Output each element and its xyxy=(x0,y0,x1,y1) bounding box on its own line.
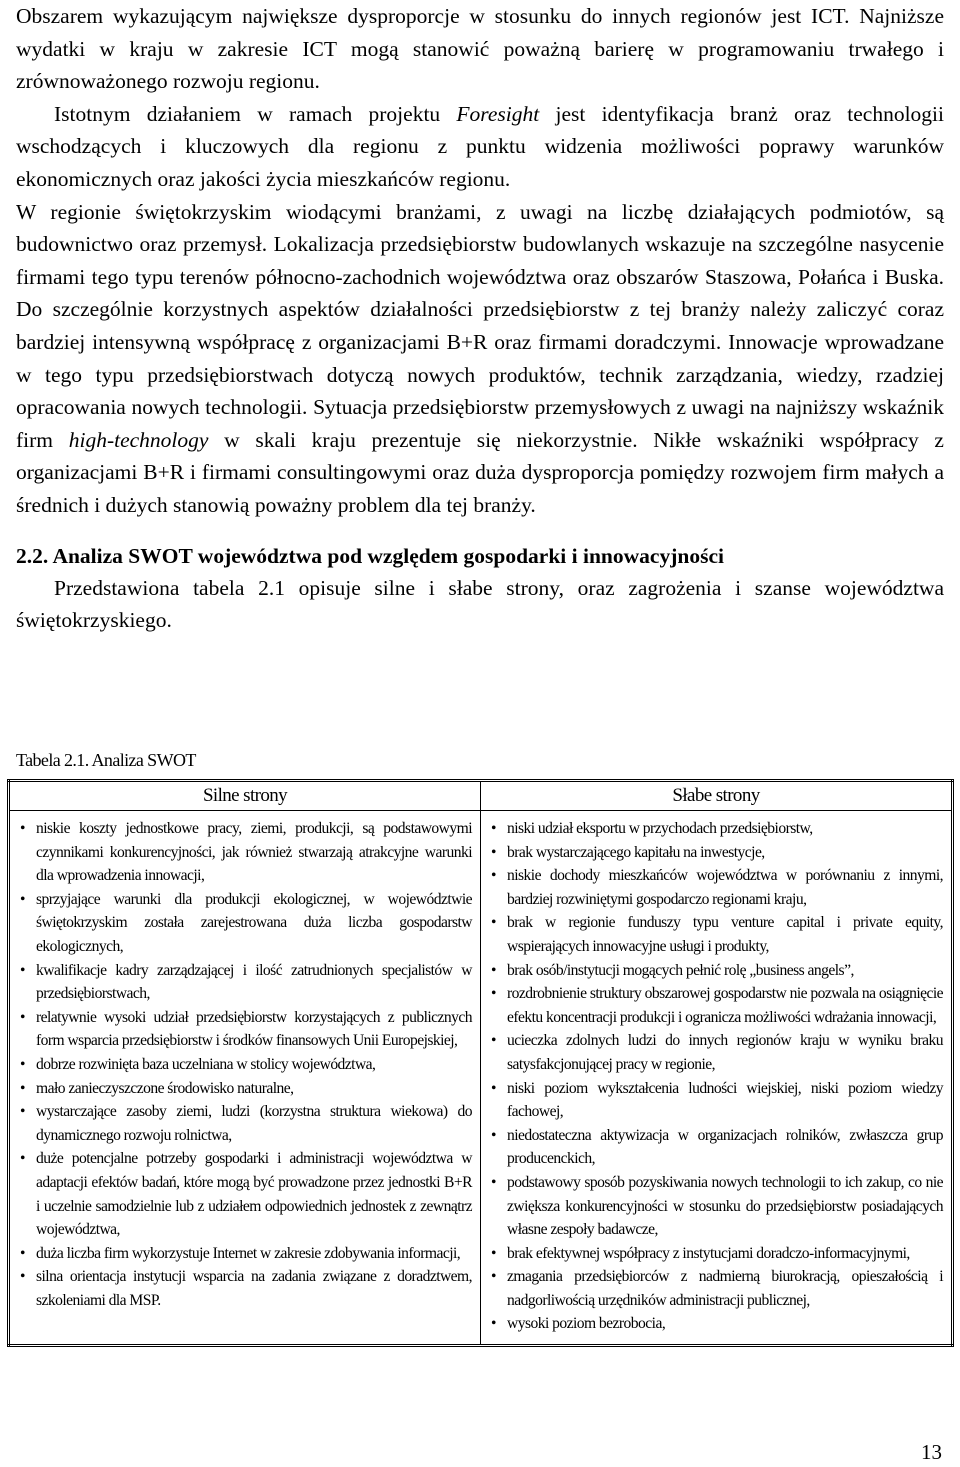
page-number: 13 xyxy=(921,1440,942,1464)
paragraph-branches-start: W regionie świętokrzyskim wiodącymi branżami, z uwagi na liczbę działających podmiotów, są budownictwo oraz przemysł. Lokalizacja przedsiębiorstw budowlanych wskazuje na szczególne nasycenie firmami tego typu terenów północno-zachodnich województwa oraz obszarów Staszowa, Połańca i Buska. Do szczególnie korzystnych aspektów działalności przedsiębiorstw z tej branży należy zaliczyć coraz bardziej intensywną współpracę z organizacjami B+R oraz firmami doradczymi. Innowacje wprowadzane w tego typu przedsiębiorstwach dotyczą nowych produktów, technik zarządzania, wiedzy, rzadziej opracowania nowych technologii. Sytuacja przedsiębiorstw przemysłowych z uwagi na najniższy wskaźnik firm xyxy=(16,199,944,452)
weakness-item: • wysoki poziom bezrobocia, xyxy=(491,1312,943,1336)
strength-item: • mało zanieczyszczone środowisko naturalne, xyxy=(20,1077,472,1101)
table-caption: Tabela 2.1. Analiza SWOT xyxy=(16,750,196,770)
strengths-list xyxy=(20,817,472,1312)
strength-item: • niskie koszty jednostkowe pracy, ziemi, produkcji, są podstawowymi czynnikami konkurencyjności, jak również stwarzają atrakcyjne warunki dla wprowadzenia innowacji, xyxy=(20,817,472,888)
weaknesses-header: Słabe strony xyxy=(481,781,953,811)
strength-item: • kwalifikacje kadry zarządzającej i ilość zatrudnionych specjalistów w przedsiębiorstwach, xyxy=(20,959,472,1006)
section-intro-paragraph: Przedstawiona tabela 2.1 opisuje silne i słabe strony, oraz zagrożenia i szanse województwa świętokrzyskiego. xyxy=(16,575,944,633)
weakness-item: • niedostateczna aktywizacja w organizacjach rolników, zwłaszcza grup producenckich, xyxy=(491,1124,943,1171)
strengths-header: Silne strony xyxy=(9,781,481,811)
paragraph-ict: Obszarem wykazującym największe dysproporcje w stosunku do innych regionów jest ICT. Najniższe wydatki w kraju w zakresie ICT mogą stanowić poważną barierę w programowaniu trwałego i zrównoważonego rozwoju regionu. xyxy=(16,4,944,94)
weakness-item: • rozdrobnienie struktury obszarowej gospodarstw nie pozwala na osiągnięcie efektu koncentracji produkcji i ogranicza możliwości wdrażania innowacji, xyxy=(491,982,943,1029)
swot-table xyxy=(7,779,954,1347)
paragraph-foresight xyxy=(16,98,944,196)
strength-item: • duża liczba firm wykorzystuje Internet w zakresie zdobywania informacji, xyxy=(20,1242,472,1266)
strength-item: • relatywnie wysoki udział przedsiębiorstw korzystających z publicznych form wsparcia przedsiębiorstw i środków finansowych Unii Europejskiej, xyxy=(20,1006,472,1053)
paragraph-branches-end: w skali kraju prezentuje się niekorzystnie. Nikłe wskaźniki współpracy z organizacjami B+R i firmami consultingowymi oraz duża dysproporcja pomiędzy rozwojem firm małych a średnich i dużych stanowią poważny problem dla tej branży. xyxy=(16,427,944,517)
weakness-item: • niski poziom wykształcenia ludności wiejskiej, niski poziom wiedzy fachowej, xyxy=(491,1077,943,1124)
body-text xyxy=(16,0,944,637)
paragraph-foresight-start: Istotnym działaniem w ramach projektu xyxy=(54,101,457,126)
strengths-cell xyxy=(9,811,481,1346)
weaknesses-list xyxy=(491,817,943,1336)
weakness-item: • podstawowy sposób pozyskiwania nowych technologii to ich zakup, co nie zwiększa konkurencyjności w stosunku do przedsiębiorstw posiadających własne zespoły badawcze, xyxy=(491,1171,943,1242)
strength-item: • duże potencjalne potrzeby gospodarki i administracji województwa w adaptacji efektów badań, które mogą być prowadzone przez jednostki B+R i uczelnie samodzielnie lub z udziałem odpowiednich jednostek z zewnątrz województwa, xyxy=(20,1147,472,1241)
weakness-item: • ucieczka zdolnych ludzi do innych regionów kraju w wyniku braku satysfakcjonującej pracy w regionie, xyxy=(491,1029,943,1076)
strength-item: • sprzyjające warunki dla produkcji ekologicznej, w województwie świętokrzyskim została zarejestrowana duża liczba gospodarstw ekologicznych, xyxy=(20,888,472,959)
section-heading: 2.2. Analiza SWOT województwa pod względem gospodarki i innowacyjności xyxy=(16,543,724,568)
weakness-item: • zmagania przedsiębiorców z nadmierną biurokracją, opieszałością i nadgorliwością urzędników administracji publicznej, xyxy=(491,1265,943,1312)
weakness-item: • niskie dochody mieszkańców województwa w porównaniu z innymi, bardziej rozwiniętymi gospodarczo regionami kraju, xyxy=(491,864,943,911)
strength-item: • silna orientacja instytucji wsparcia na zadania związane z doradztwem, szkoleniami dla MSP. xyxy=(20,1265,472,1312)
weakness-item: • brak wystarczającego kapitału na inwestycje, xyxy=(491,841,943,865)
paragraph-foresight-end: jest identyfikacja branż oraz technologii wschodzących i kluczowych dla regionu z punktu widzenia możliwości poprawy warunków ekonomicznych oraz jakości życia mieszkańców regionu. xyxy=(16,101,944,191)
weakness-item: • brak w regionie funduszy typu venture capital i private equity, wspierających innowacyjne usługi i produkty, xyxy=(491,911,943,958)
weaknesses-cell xyxy=(481,811,953,1346)
strength-item: • dobrze rozwinięta baza uczelniana w stolicy województwa, xyxy=(20,1053,472,1077)
strength-item: • wystarczające zasoby ziemi, ludzi (korzystna struktura wiekowa) do dynamicznego rozwoju rolnictwa, xyxy=(20,1100,472,1147)
weakness-item: • niski udział eksportu w przychodach przedsiębiorstw, xyxy=(491,817,943,841)
weakness-item: • brak efektywnej współpracy z instytucjami doradczo-informacyjnymi, xyxy=(491,1242,943,1266)
paragraph-branches xyxy=(16,196,944,522)
weakness-item: • brak osób/instytucji mogących pełnić rolę „business angels”, xyxy=(491,959,943,983)
foresight-term: Foresight xyxy=(456,101,540,126)
high-technology-term: high-technology xyxy=(68,427,209,452)
